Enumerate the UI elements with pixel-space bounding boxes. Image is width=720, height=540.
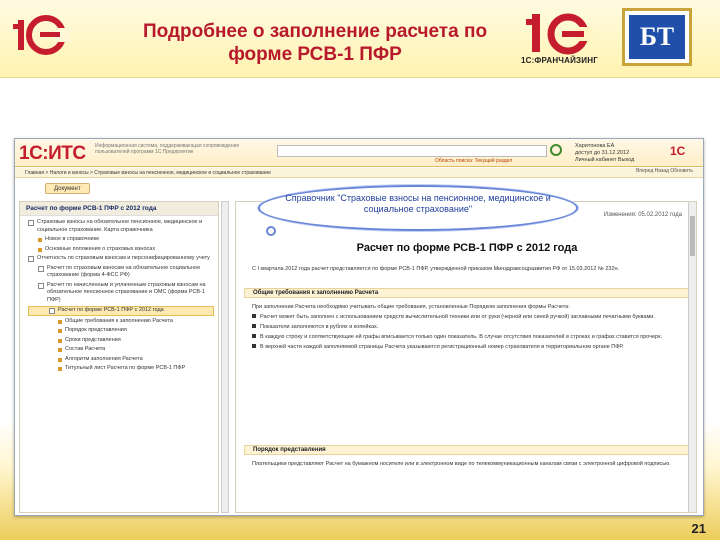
expand-box-icon[interactable] xyxy=(28,220,34,226)
bullet-list xyxy=(252,314,682,351)
tree-item-label: Отчетность по страховым взносам и персонифицированному учету xyxy=(37,255,210,261)
section1-text: При заполнении Расчета необходимо учитывать общие требования, установленные Порядком заполнения формы Расчета: xyxy=(252,304,570,310)
tree-item-label: Расчет по начисленным и уплаченным страховым взносам на обязательное пенсионное страхование и ОМС (форма РСВ-1 ПФР) xyxy=(47,281,206,303)
document-date: Изменения: 05.02.2012 года xyxy=(603,212,682,218)
tree-item-label: Титульный лист Расчета по форме РСВ-1 ПФР xyxy=(65,365,186,371)
tree-item-selected[interactable] xyxy=(28,306,214,316)
tree-item[interactable] xyxy=(28,318,214,326)
tree-item[interactable] xyxy=(28,337,214,345)
tree-item[interactable] xyxy=(28,282,214,305)
tree-item[interactable] xyxy=(28,219,214,234)
tree-item-label: Расчет по страховым взносам на обязательное социальное страхование (форма 4-ФСС РФ) xyxy=(47,264,201,278)
scroll-thumb[interactable] xyxy=(690,216,695,256)
section1-body xyxy=(252,304,682,354)
section-submission-order[interactable]: Порядок представления xyxy=(244,445,690,455)
document-intro: С I квартала 2012 года расчет представляется по форме РСВ-1 ПФР, утвержденной приказом Минздравсоцразвития РФ от 15.03.2012 № 232н. xyxy=(252,266,620,272)
franchise-caption: 1С:ФРАНЧАЙЗИНГ xyxy=(521,56,598,65)
bullet-dot-icon xyxy=(252,334,256,338)
bullet-text: Показатели заполняются в рублях и копейках. xyxy=(260,324,379,330)
slide-title-line2: форме РСВ-1 ПФР xyxy=(228,44,402,65)
user-name: Харитонова ЕА xyxy=(575,143,615,149)
tree-item[interactable] xyxy=(28,265,214,280)
bullet-item xyxy=(252,324,682,331)
slide-title-line1: Подробнее о заполнение расчета по xyxy=(142,21,488,42)
expand-box-icon[interactable] xyxy=(49,308,55,314)
expand-box-icon[interactable] xyxy=(28,256,34,262)
tree-item-label: Расчет по форме РСВ-1 ПФР с 2012 года xyxy=(58,307,164,313)
bullet-item xyxy=(252,344,682,351)
tree-item[interactable] xyxy=(28,246,214,254)
tree-item-label: Алгоритм заполнения Расчета xyxy=(65,355,143,362)
section2-text: Плательщики представляют Расчет на бумажном носителе или в электронном виде по телекоммуникационным каналам связи с электронной цифровой подписью. xyxy=(252,461,671,467)
section2-body xyxy=(252,461,682,471)
slide-title xyxy=(95,20,535,66)
bullet-text: В верхней части каждой заполняемой страницы Расчета указываются регистрационный номер страхователя в территориальном органе ПФР. xyxy=(260,344,624,350)
tree-item[interactable] xyxy=(28,327,214,335)
left-tree-pane xyxy=(19,201,219,513)
tree-item-label: Общие требования к заполнению Расчета xyxy=(65,317,173,324)
bullet-icon xyxy=(58,348,62,352)
document-pane xyxy=(235,201,697,513)
slide-header xyxy=(0,0,720,78)
left-scrollbar[interactable] xyxy=(221,201,229,513)
mini-1c-logo: 1С xyxy=(670,144,686,158)
section-general-requirements[interactable]: Общие требования к заполнению Расчета xyxy=(244,288,690,298)
bullet-item xyxy=(252,314,682,321)
1c-logo-icon xyxy=(10,12,70,58)
bullet-icon xyxy=(38,248,42,252)
document-scrollbar[interactable] xyxy=(688,202,696,512)
tree-item[interactable] xyxy=(28,365,214,373)
tree-item-label: Основные положения о страховых взносах xyxy=(45,245,156,252)
bullet-dot-icon xyxy=(252,314,256,318)
search-area-link[interactable]: Область поиска: Текущий раздел xyxy=(435,158,513,164)
tree-item-label: Состав Расчета xyxy=(65,346,106,352)
bullet-icon xyxy=(58,367,62,371)
bullet-item xyxy=(252,334,682,341)
bullet-icon xyxy=(58,320,62,324)
bullet-icon xyxy=(38,238,42,242)
tree-item-label: Новое в справочнике xyxy=(45,236,100,242)
nav-links[interactable]: Вперед Назад Обновить xyxy=(636,168,693,174)
expand-box-icon[interactable] xyxy=(38,283,44,289)
tree-item[interactable] xyxy=(28,255,214,263)
document-title: Расчет по форме РСВ-1 ПФР с 2012 года xyxy=(356,242,578,254)
tree-item-label: Сроки представления xyxy=(65,336,121,343)
its-header xyxy=(15,139,703,167)
tree-item[interactable] xyxy=(28,356,214,364)
bullet-icon xyxy=(58,358,62,362)
page-number: 21 xyxy=(691,521,706,536)
tree-item-label: Страховые взносы на обязательное пенсионное, медицинское и социальное страхование. Карта справочника xyxy=(37,219,203,233)
user-links[interactable]: Личный кабинет Выход xyxy=(575,157,635,163)
user-box xyxy=(575,143,634,164)
its-info-text: Информационная система, поддерживающая сопровождение пользователей программ 1С:Предприятие xyxy=(95,143,240,155)
search-icon[interactable] xyxy=(550,144,562,156)
bullet-icon xyxy=(58,329,62,333)
bullet-dot-icon xyxy=(252,324,256,328)
bullet-dot-icon xyxy=(252,344,256,348)
left-pane-title: Расчет по форме РСВ-1 ПФР с 2012 года xyxy=(20,202,218,216)
bullet-icon xyxy=(58,339,62,343)
tree-item-label: Порядок представления xyxy=(65,327,127,333)
its-logo: 1С:ИТС xyxy=(19,143,86,164)
partner-logo xyxy=(622,8,692,66)
expand-box-icon[interactable] xyxy=(38,266,44,272)
tree-item[interactable] xyxy=(28,346,214,354)
bullet-text: Расчет может быть заполнен с использованием средств вычислительной техники или от руки (черной или синей ручкой) заглавными печатными буквами. xyxy=(260,314,655,320)
user-access: доступ до 31.12.2012 xyxy=(575,150,630,156)
search-input[interactable] xyxy=(277,145,547,157)
partner-logo-text: БТ xyxy=(629,15,685,59)
tab-document[interactable]: Документ xyxy=(45,183,90,194)
tree-item[interactable] xyxy=(28,236,214,244)
tree-list xyxy=(20,216,218,378)
callout-tail xyxy=(266,226,276,236)
breadcrumb[interactable]: Главная > Налоги и взносы > Страховые взносы на пенсионное, медицинское и социальное страхование xyxy=(15,168,703,178)
callout-text: Справочник "Страховые взносы на пенсионное, медицинское и социальное страхование" xyxy=(285,193,551,214)
bullet-text: В каждую строку и соответствующие ей графы вписывается только один показатель. В случае отсутствия показателей в строках и графах ставится прочерк. xyxy=(260,334,663,340)
